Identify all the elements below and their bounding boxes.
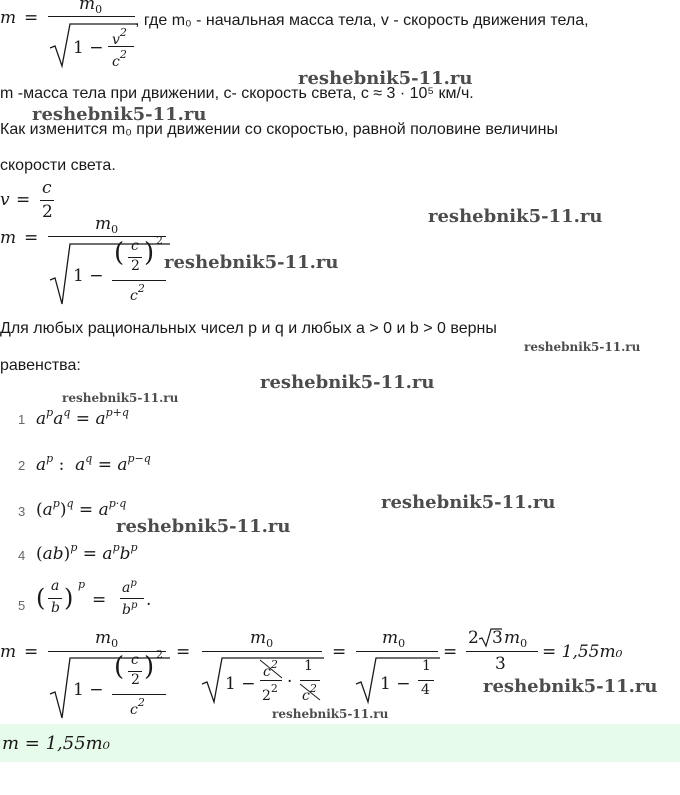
list-number: 1: [18, 412, 26, 427]
rule-line1: Для любых рациональных чисел p и q и любых a > 0 и b > 0 верны: [0, 320, 497, 337]
question-line2: скорости света.: [0, 157, 116, 174]
formula-speed: v = c 2: [0, 178, 53, 222]
watermark: reshebnik5-11.ru: [483, 676, 658, 697]
question-line1: Как изменится m₀ при движении со скоростью, равной половине величины: [0, 121, 558, 138]
rule-line2: равенства:: [0, 357, 81, 374]
watermark: reshebnik5-11.ru: [298, 68, 473, 89]
property-formula: $a^pa^q = a^{p+q}$: [36, 406, 129, 429]
property-formula: $(a^p)^q = a^{p\cdot q}$: [36, 497, 127, 520]
formula-mass-substituted: m = $m_0$ 1 − ( c 2 ) 2 $c^2$: [0, 214, 170, 306]
property-formula: ( a b ) p = $a^p$ $b^p$ .: [36, 578, 152, 618]
cancel-strike: [258, 658, 284, 680]
intro-line2: m -масса тела при движении, c- скорость света, c ≈ 3 · 10⁵ км/ч.: [0, 85, 474, 102]
final-calculation: m = $m_0$ 1 − ( c 2 ) 2 $c^2$ = $m_0$ 1 − $c^2$ $2^2$ · 1 $c^2$ = $m_0$ 1 − 1 4 = 2 3 $m_0$ 3 = 1,55m₀: [0, 624, 680, 724]
formula-mass: m = $m_0$ 1 − $v^2$ $c^2$: [0, 2, 135, 72]
watermark: reshebnik5-11.ru: [381, 492, 556, 513]
watermark: reshebnik5-11.ru: [62, 391, 179, 405]
watermark: reshebnik5-11.ru: [524, 340, 641, 354]
answer-formula: m = 1,55m₀: [2, 733, 110, 754]
list-number: 3: [18, 504, 26, 519]
intro-line1: , где m₀ - начальная масса тела, v - скорость движения тела,: [135, 12, 589, 29]
property-formula: $a^p$ : $a^q = a^{p-q}$: [36, 452, 151, 475]
list-number: 5: [18, 598, 26, 613]
watermark: reshebnik5-11.ru: [164, 252, 339, 273]
list-number: 4: [18, 548, 26, 563]
property-formula: $(ab)^p = a^pb^p$: [36, 541, 138, 564]
cancel-strike: [298, 682, 322, 702]
list-number: 2: [18, 458, 26, 473]
watermark: reshebnik5-11.ru: [116, 516, 291, 537]
result-value: = 1,55m₀: [542, 642, 623, 662]
answer-box: [0, 724, 680, 762]
watermark: reshebnik5-11.ru: [272, 707, 389, 721]
watermark: reshebnik5-11.ru: [260, 372, 435, 393]
watermark: reshebnik5-11.ru: [428, 206, 603, 227]
watermark: reshebnik5-11.ru: [32, 104, 207, 125]
